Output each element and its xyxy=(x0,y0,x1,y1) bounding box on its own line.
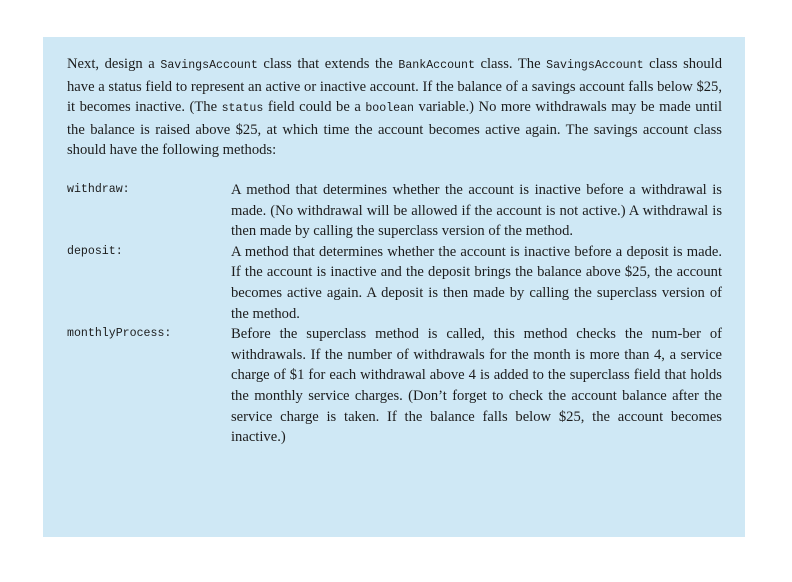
code-savingsaccount-2: SavingsAccount xyxy=(546,59,644,72)
intro-text-4: class should have a status field to represent an active or inactive account. If the balance of a savings account falls below $25, it becomes inactive. (The xyxy=(67,56,723,116)
method-list xyxy=(67,180,722,448)
code-bankaccount: BankAccount xyxy=(398,59,475,72)
intro-text-5: field could be a xyxy=(263,99,366,116)
method-description: A method that determines whether the account is inactive before a withdrawal is made. (No withdrawal will be allowed if the account is not active.) A withdrawal is then made by calling the superclass version of the method. xyxy=(231,181,722,240)
method-name: monthlyProcess: xyxy=(67,327,172,341)
intro-text-3: class. The xyxy=(474,56,547,72)
method-description: Before the superclass method is called, this method checks the num-ber of withdrawals. If the number of withdrawals for the month is more than 4, a service charge of $1 for each withdrawal above 4 is added to the superclass field that holds the monthly service charges. (Don’t forget to check the account balance after the service charge is taken. If the balance falls below $25, the account becomes inactive.) xyxy=(231,326,722,446)
code-status: status xyxy=(221,102,264,116)
method-name: withdraw: xyxy=(67,182,130,196)
assignment-text-panel xyxy=(43,37,745,537)
method-monthlyprocess xyxy=(67,324,722,448)
intro-text-6: variable.) No more withdrawals may be made until the balance is raised above $25, at which time the account becomes active again. The savings account class should have the following methods: xyxy=(67,99,722,159)
intro-text-2: class that extends the xyxy=(257,56,399,72)
method-description: A method that determines whether the account is inactive before a deposit is made. If the account is inactive and the deposit brings the balance above $25, the account becomes active again. A deposit is then made by calling the superclass version of the method. xyxy=(231,243,722,322)
method-name: deposit: xyxy=(67,244,123,258)
intro-text-1: Next, design a xyxy=(67,56,161,72)
code-savingsaccount-1: SavingsAccount xyxy=(160,59,258,72)
method-deposit xyxy=(67,242,722,324)
intro-paragraph xyxy=(67,54,722,161)
code-boolean: boolean xyxy=(365,102,415,116)
method-withdraw xyxy=(67,180,722,242)
